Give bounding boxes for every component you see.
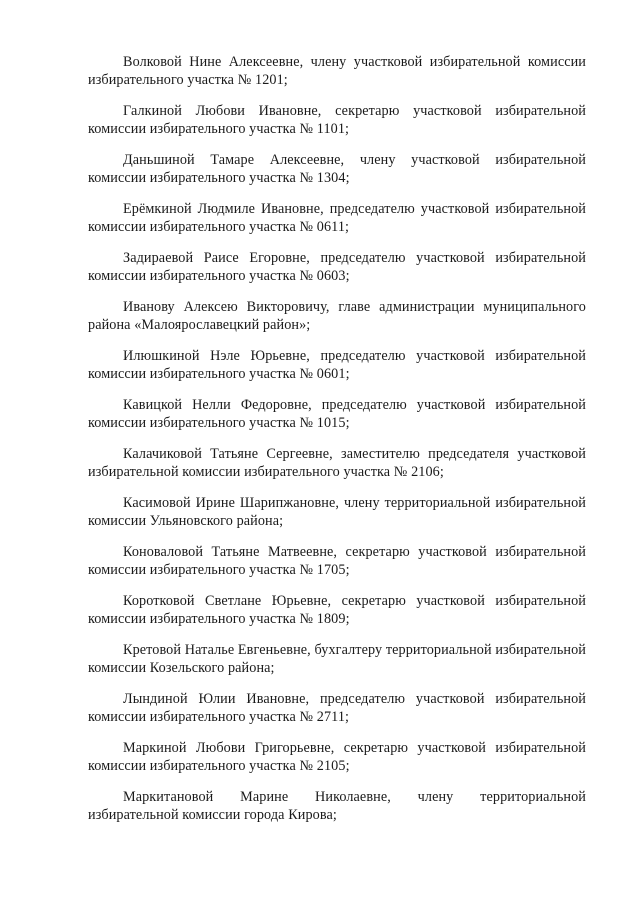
list-item: Коротковой Светлане Юрьевне, секретарю участковой избирательной комиссии избирательного участка № 1809; bbox=[88, 593, 586, 627]
list-item: Даньшиной Тамаре Алексеевне, члену участковой избирательной комиссии избирательного участка № 1304; bbox=[88, 152, 586, 186]
list-item: Кретовой Наталье Евгеньевне, бухгалтеру территориальной избирательной комиссии Козельского района; bbox=[88, 642, 586, 676]
list-item: Илюшкиной Нэле Юрьевне, председателю участковой избирательной комиссии избирательного участка № 0601; bbox=[88, 348, 586, 382]
list-item: Лындиной Юлии Ивановне, председателю участковой избирательной комиссии избирательного участка № 2711; bbox=[88, 691, 586, 725]
list-item: Касимовой Ирине Шарипжановне, члену территориальной избирательной комиссии Ульяновского района; bbox=[88, 495, 586, 529]
list-item: Кавицкой Нелли Федоровне, председателю участковой избирательной комиссии избирательного участка № 1015; bbox=[88, 397, 586, 431]
list-item: Маркитановой Марине Николаевне, члену территориальной избирательной комиссии города Кирова; bbox=[88, 789, 586, 823]
list-item: Коноваловой Татьяне Матвеевне, секретарю участковой избирательной комиссии избирательного участка № 1705; bbox=[88, 544, 586, 578]
list-item: Галкиной Любови Ивановне, секретарю участковой избирательной комиссии избирательного участка № 1101; bbox=[88, 103, 586, 137]
list-item: Задираевой Раисе Егоровне, председателю участковой избирательной комиссии избирательного участка № 0603; bbox=[88, 250, 586, 284]
list-item: Иванову Алексею Викторовичу, главе администрации муниципального района «Малоярославецкий район»; bbox=[88, 299, 586, 333]
list-item: Ерёмкиной Людмиле Ивановне, председателю участковой избирательной комиссии избирательного участка № 0611; bbox=[88, 201, 586, 235]
award-recipient-list bbox=[88, 53, 586, 837]
list-item: Маркиной Любови Григорьевне, секретарю участковой избирательной комиссии избирательного участка № 2105; bbox=[88, 740, 586, 774]
list-item: Волковой Нине Алексеевне, члену участковой избирательной комиссии избирательного участка № 1201; bbox=[88, 54, 586, 88]
list-item: Калачиковой Татьяне Сергеевне, заместителю председателя участковой избирательной комиссии избирательного участка № 2106; bbox=[88, 446, 586, 480]
